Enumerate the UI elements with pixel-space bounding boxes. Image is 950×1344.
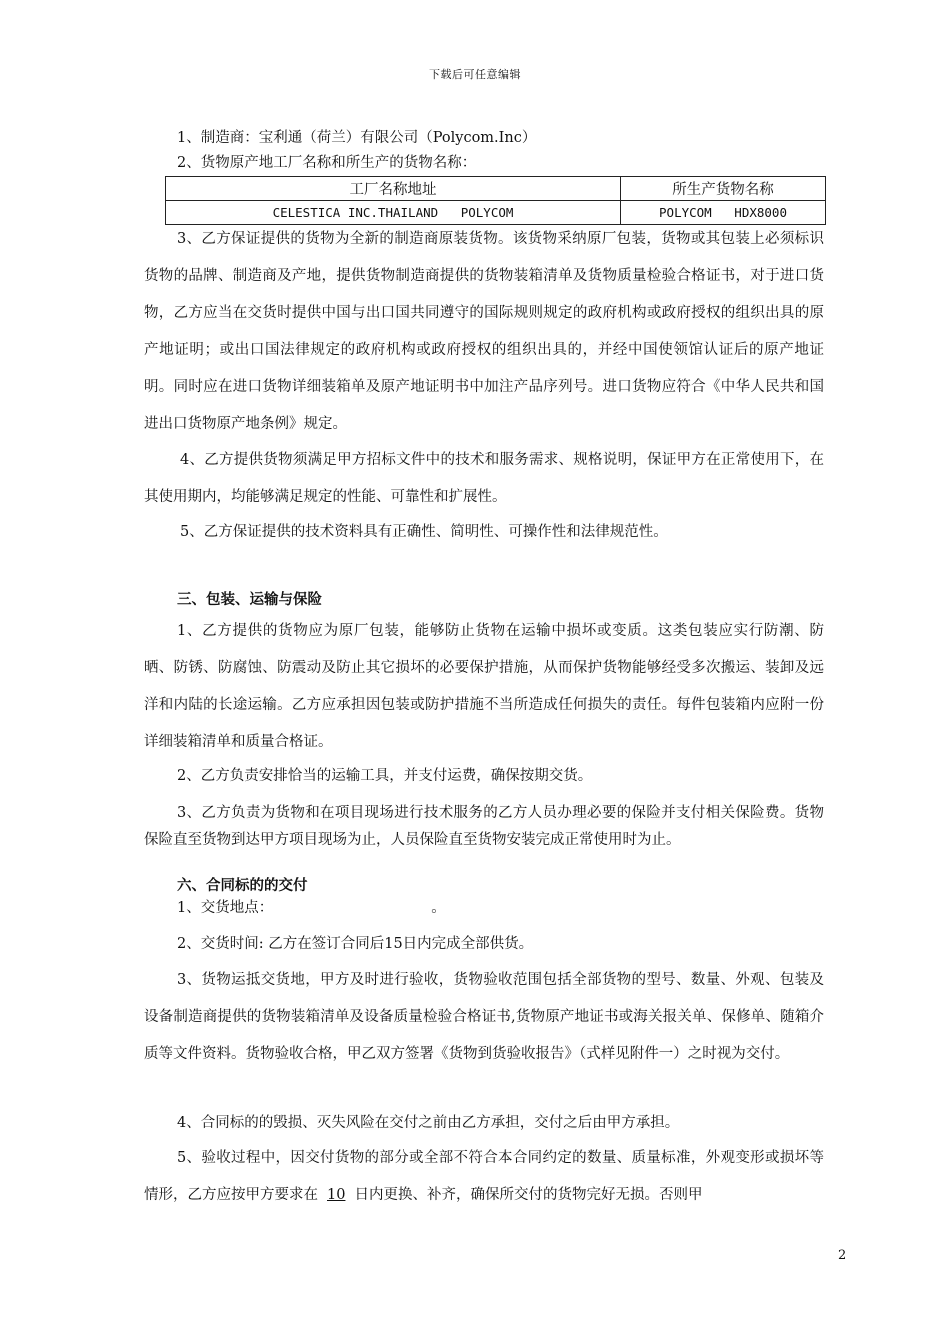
acceptance-text-b: 日内更换、补齐，确保所交付的货物完好无损。否则甲 bbox=[354, 1187, 703, 1203]
section6-paragraph-5 bbox=[144, 1140, 824, 1214]
paragraph-3: 3、乙方保证提供的货物为全新的制造商原装货物。该货物采纳原厂包装，货物或其包装上必须标识货物的品牌、制造商及产地，提供货物制造商提供的货物装箱清单及货物质量检验合格证书，对于进口货物，乙方应当在交货时提供中国与出口国共同遵守的国际规则规定的政府机构或政府授权的组织出具的原产地证明；或出口国法律规定的政府机构或政府授权的组织出具的，并经中国使领馆认证后的原产地证明。同时应在进口货物详细装箱单及原产地证明书中加注产品序列号。进口货物应符合《中华人民共和国进出口货物原产地条例》规定。 bbox=[144, 231, 824, 432]
page-number: 2 bbox=[838, 1248, 847, 1263]
table-header-cell: 工厂名称地址 bbox=[166, 177, 621, 201]
section6-paragraph-1 bbox=[177, 890, 777, 927]
section-title-packaging: 三、包装、运输与保险 bbox=[177, 591, 322, 608]
paragraph-4: 4、乙方提供货物须满足甲方招标文件中的技术和服务需求、规格说明，保证甲方在正常使用下，在其使用期内，均能够满足规定的性能、可靠性和扩展性。 bbox=[144, 452, 824, 505]
delivery-location-end: 。 bbox=[431, 900, 446, 916]
section-title-delivery: 六、合同标的的交付 bbox=[177, 877, 308, 894]
delivery-location-label: 1、交货地点： bbox=[177, 900, 274, 916]
section6-paragraph-3: 3、货物运抵交货地，甲方及时进行验收，货物验收范围包括全部货物的型号、数量、外观、包装及设备制造商提供的货物装箱清单及设备质量检验合格证书,货物原产地证书或海关报关单、保修单、随箱介质等文件资料。货物验收合格，甲乙双方签署《货物到货验收报告》（式样见附件一）之时视为交付。 bbox=[144, 972, 824, 1062]
paragraph-5: 5、乙方保证提供的技术资料具有正确性、简明性、可操作性和法律规范性。 bbox=[180, 524, 668, 540]
table-header-cell: 所生产货物名称 bbox=[621, 177, 826, 201]
replacement-days: 10 bbox=[327, 1187, 346, 1203]
page-header: 下载后可任意编辑 bbox=[429, 68, 521, 81]
factory-goods-table bbox=[165, 176, 826, 225]
section3-paragraph-1: 1、乙方提供的货物应为原厂包装，能够防止货物在运输中损坏或变质。这类包装应实行防潮、防晒、防锈、防腐蚀、防震动及防止其它损坏的必要保护措施，从而保护货物能够经受多次搬运、装卸及远洋和内陆的长途运输。乙方应承担因包装或防护措施不当所造成任何损失的责任。每件包装箱内应附一份详细装箱清单和质量合格证。 bbox=[144, 623, 824, 750]
section3-paragraph-3: 3、乙方负责为货物和在项目现场进行技术服务的乙方人员办理必要的保险并支付相关保险费。货物保险直至货物到达甲方项目现场为止，人员保险直至货物安装完成正常使用时为止。 bbox=[144, 805, 824, 848]
section6-paragraph-2: 2、交货时间: 乙方在签订合同后15日内完成全部供货。 bbox=[177, 936, 534, 952]
section6-paragraph-4: 4、合同标的的毁损、灭失风险在交付之前由乙方承担，交付之后由甲方承担。 bbox=[177, 1115, 680, 1131]
item-origin-factory: 2、货物原产地工厂名称和所生产的货物名称： bbox=[177, 155, 477, 171]
acceptance-text-a: 5、验收过程中，因交付货物的部分或全部不符合本合同约定的数量、质量标准，外观变形或损坏等情形，乙方应按甲方要求在 bbox=[144, 1150, 824, 1203]
table-header-row bbox=[166, 177, 826, 201]
table-cell: POLYCOM HDX8000 bbox=[621, 201, 826, 225]
table-cell: CELESTICA INC.THAILAND POLYCOM bbox=[166, 201, 621, 225]
item-manufacturer: 1、制造商：宝利通（荷兰）有限公司（Polycom.Inc） bbox=[177, 130, 537, 146]
section3-paragraph-2: 2、乙方负责安排恰当的运输工具，并支付运费，确保按期交货。 bbox=[177, 768, 593, 784]
